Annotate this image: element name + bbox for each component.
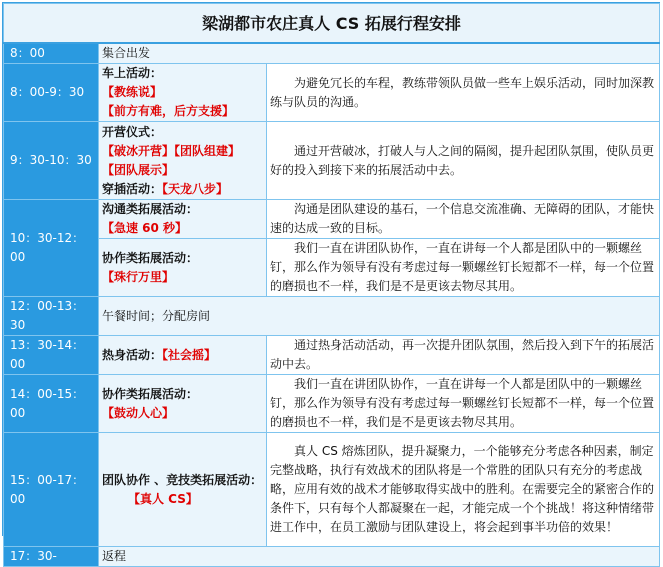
activity-cell bbox=[99, 239, 267, 297]
activity-item: 【破冰开营】【团队组建】 bbox=[102, 143, 241, 158]
activity-cell: 午餐时间；分配房间 bbox=[99, 297, 660, 336]
time-cell: 17：30- bbox=[4, 547, 99, 567]
activity-cell bbox=[99, 122, 267, 200]
activity-heading: 沟通类拓展活动： bbox=[102, 202, 199, 216]
activity-item: 【前方有难，后方支援】 bbox=[102, 104, 235, 118]
description-text: 真人 CS 熔炼团队，提升凝聚力，一个能够充分考虑各种因素，制定完整战略，执行有效战术的团队将是一个常胜的团队只有充分的考虑战略，应用有效的战术才能够取得实战中的胜利。在需要完全的紧密合作的条件下，只有每个人都凝聚在一起，才能完成一个个挑战！将这种情绪带进工作中，在员工激励与团队建设上，将会起到事半功倍的效果！ bbox=[270, 444, 655, 534]
schedule-table bbox=[3, 3, 660, 567]
activity-heading: 热身活动： bbox=[102, 347, 163, 362]
table-row bbox=[4, 375, 660, 433]
activity-cell bbox=[99, 64, 267, 122]
time-cell: 13：30-14：00 bbox=[4, 336, 99, 375]
description-text: 沟通是团队建设的基石，一个信息交流准确、无障碍的团队，才能快速的达成一致的目标。 bbox=[270, 202, 655, 235]
activity-item: 【团队展示】 bbox=[102, 162, 175, 177]
activity-item: 【急速 60 秒】 bbox=[102, 221, 188, 235]
page-title: 梁湖都市农庄真人 CS 拓展行程安排 bbox=[4, 4, 660, 44]
time-cell: 15：00-17：00 bbox=[4, 433, 99, 547]
description-cell bbox=[267, 200, 660, 239]
table-row bbox=[4, 200, 660, 239]
table-row bbox=[4, 64, 660, 122]
activity-heading: 开营仪式： bbox=[102, 124, 163, 139]
activity-heading: 团队协作 、竞技类拓展活动： bbox=[102, 472, 263, 487]
sub-activity-item: 【天龙八步】 bbox=[162, 181, 229, 196]
time-cell: 12：00-13：30 bbox=[4, 297, 99, 336]
table-row bbox=[4, 122, 660, 200]
time-cell: 14：00-15：00 bbox=[4, 375, 99, 433]
description-cell bbox=[267, 336, 660, 375]
activity-cell: 返程 bbox=[99, 547, 660, 567]
table-row bbox=[4, 43, 660, 64]
time-cell: 8：00 bbox=[4, 43, 99, 64]
schedule-frame bbox=[2, 2, 660, 563]
description-cell bbox=[267, 375, 660, 433]
activity-cell bbox=[99, 336, 267, 375]
description-text: 为避免冗长的车程，教练带领队员做一些车上娱乐活动，同时加深教练与队员的沟通。 bbox=[270, 75, 655, 109]
table-row bbox=[4, 433, 660, 547]
description-cell bbox=[267, 239, 660, 297]
description-cell bbox=[267, 64, 660, 122]
activity-heading: 协作类拓展活动： bbox=[102, 386, 199, 401]
description-text: 我们一直在讲团队协作，一直在讲每一个人都是团队中的一颗螺丝钉，那么作为领导有没有考虑过每一颗螺丝钉长短都不一样，每一个位置的磨损也不一样，我们是不是更该去物尽其用。 bbox=[270, 377, 655, 429]
activity-item: 【真人 CS】 bbox=[128, 491, 198, 506]
activity-item: 【教练说】 bbox=[102, 85, 163, 99]
time-cell: 8：00-9：30 bbox=[4, 64, 99, 122]
table-row bbox=[4, 297, 660, 336]
table-row bbox=[4, 547, 660, 567]
description-cell bbox=[267, 122, 660, 200]
table-row bbox=[4, 336, 660, 375]
activity-cell: 集合出发 bbox=[99, 43, 660, 64]
description-text: 通过热身活动活动，再一次提升团队氛围，然后投入到下午的拓展活动中去。 bbox=[270, 338, 655, 371]
activity-heading: 车上活动： bbox=[102, 66, 163, 80]
description-text: 我们一直在讲团队协作，一直在讲每一个人都是团队中的一颗螺丝钉，那么作为领导有没有考虑过每一颗螺丝钉长短都不一样，每一个位置的磨损也不一样，我们是不是更该去物尽其用。 bbox=[270, 241, 655, 293]
time-cell: 9：30-10：30 bbox=[4, 122, 99, 200]
description-text: 通过开营破冰，打破人与人之间的隔阂，提升起团队氛围，使队员更好的投入到接下来的拓展活动中去。 bbox=[270, 143, 655, 177]
title-row bbox=[4, 4, 660, 44]
activity-cell bbox=[99, 200, 267, 239]
activity-item: 【鼓动人心】 bbox=[102, 405, 175, 420]
table-row bbox=[4, 239, 660, 297]
activity-item: 【社会摇】 bbox=[162, 347, 217, 362]
sub-activity-label: 穿插活动： bbox=[102, 181, 163, 196]
activity-heading: 协作类拓展活动： bbox=[102, 250, 199, 265]
description-cell bbox=[267, 433, 660, 547]
activity-item: 【珠行万里】 bbox=[102, 269, 175, 284]
activity-cell bbox=[99, 433, 267, 547]
time-cell: 10：30-12：00 bbox=[4, 200, 99, 297]
activity-cell bbox=[99, 375, 267, 433]
